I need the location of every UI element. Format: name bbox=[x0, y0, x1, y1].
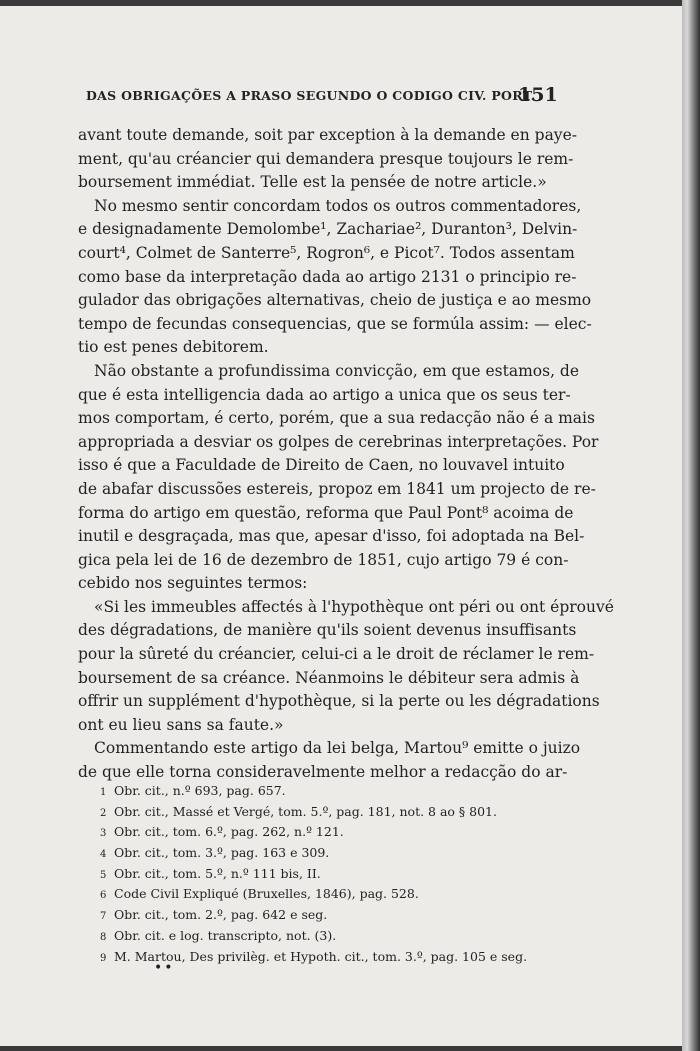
text-line: cebido nos seguintes termos: bbox=[78, 574, 308, 593]
text-line: ont eu lieu sans sa faute.» bbox=[78, 715, 284, 734]
footnote bbox=[100, 864, 550, 885]
footnote-text: Obr. cit., tom. 2.º, pag. 642 e seg. bbox=[114, 907, 328, 923]
footnote-text: Obr. cit., tom. 6.º, pag. 262, n.º 121. bbox=[114, 824, 344, 840]
text-line: No mesmo sentir concordam todos os outros commentadores, bbox=[94, 196, 582, 215]
text-line: mos comportam, é certo, porém, que a sua redacção não é a mais bbox=[78, 409, 595, 428]
footnote bbox=[100, 781, 550, 802]
text-line: gica pela lei de 16 de dezembro de 1851, cujo artigo 79 é con- bbox=[78, 550, 569, 569]
footnote-number: 1 bbox=[100, 787, 107, 798]
footnote-number: 7 bbox=[100, 911, 107, 923]
footnote-number: 2 bbox=[100, 807, 107, 819]
footnote-text: M. Martou, Des privilèg. et Hypoth. cit., tom. 3.º, pag. 105 e seg. bbox=[114, 948, 528, 964]
text-line: appropriada a desviar os golpes de cerebrinas interpretações. Por bbox=[78, 432, 599, 451]
footnote-text: Obr. cit. e log. transcripto, not. (3). bbox=[114, 927, 337, 943]
footnote-number: 6 bbox=[100, 890, 107, 902]
text-line: de abafar discussões estereis, propoz em 1841 um projecto de re- bbox=[78, 479, 596, 498]
text-line: «Si les immeubles affectés à l'hypothèque ont péri ou ont éprouvé bbox=[94, 597, 614, 616]
body-text bbox=[78, 124, 614, 785]
footnote-text: Obr. cit., tom. 5.º, n.º 111 bis, II. bbox=[114, 865, 321, 881]
text-line: avant toute demande, soit par exception à la demande en paye- bbox=[78, 126, 577, 144]
text-line: pour la sûreté du créancier, celui-ci a le droit de réclamer le rem- bbox=[78, 645, 595, 664]
text-line: gulador das obrigações alternativas, cheio de justiça e ao mesmo bbox=[78, 291, 592, 310]
footnote-number: 3 bbox=[100, 828, 107, 840]
footnote bbox=[100, 802, 550, 823]
text-line: isso é que a Faculdade de Direito de Caen, no louvavel intuito bbox=[78, 456, 565, 475]
text-line: tempo de fecundas consequencias, que se formúla assim: — elec- bbox=[78, 314, 592, 333]
text-line: court⁴, Colmet de Santerre⁵, Rogron⁶, e Picot⁷. Todos assentam bbox=[78, 243, 575, 262]
footnote-text: Code Civil Expliqué (Bruxelles, 1846), pag. 528. bbox=[114, 886, 419, 902]
footnote-number: 4 bbox=[100, 849, 107, 861]
footnote bbox=[100, 905, 550, 926]
text-line: offrir un supplément d'hypothèque, si la perte ou les dégradations bbox=[78, 692, 600, 711]
footnote-text: Obr. cit., tom. 3.º, pag. 163 e 309. bbox=[114, 845, 330, 861]
page-number: 151 bbox=[518, 84, 558, 106]
footnote bbox=[100, 884, 550, 905]
text-line: de que elle torna consideravelmente melhor a redacção do ar- bbox=[78, 763, 568, 782]
text-line: tio est penes debitorem. bbox=[78, 338, 269, 357]
text-line: ment, qu'au créancier qui demandera presque toujours le rem- bbox=[78, 149, 574, 168]
footnote bbox=[100, 822, 550, 843]
footnote-number: 5 bbox=[100, 869, 107, 881]
text-line: que é esta intelligencia dada ao artigo a unica que os seus ter- bbox=[78, 385, 571, 404]
text-line: boursement de sa créance. Néanmoins le débiteur sera admis à bbox=[78, 668, 580, 687]
footnote-number: 8 bbox=[100, 931, 107, 943]
footnote bbox=[100, 926, 550, 947]
text-line: inutil e desgraçada, mas que, apesar d'isso, foi adoptada na Bel- bbox=[78, 527, 585, 546]
footnote-number: 9 bbox=[100, 952, 107, 964]
text-line: e designadamente Demolombe¹, Zachariae², Duranton³, Delvin- bbox=[78, 220, 578, 239]
footnote-text: Obr. cit., Massé et Vergé, tom. 5.º, pag. 181, not. 8 ao § 801. bbox=[114, 803, 497, 819]
footnotes bbox=[100, 781, 550, 967]
text-line: des dégradations, de manière qu'ils soient devenus insuffisants bbox=[78, 621, 577, 640]
running-title: DAS OBRIGAÇÕES A PRASO SEGUNDO O CODIGO CIV. PORT. bbox=[86, 88, 536, 103]
text-line: como base da interpretação dada ao artigo 2131 o principio re- bbox=[78, 267, 577, 286]
signature-mark: •• bbox=[154, 960, 175, 976]
page-edge bbox=[682, 0, 700, 1051]
text-line: forma do artigo em questão, reforma que Paul Pont⁸ acoima de bbox=[78, 503, 574, 522]
text-line: Não obstante a profundissima convicção, em que estamos, de bbox=[94, 361, 580, 380]
footnote bbox=[100, 843, 550, 864]
footnote-text: Obr. cit., n.º 693, pag. 657. bbox=[114, 783, 286, 798]
text-line: boursement immédiat. Telle est la pensée de notre article.» bbox=[78, 173, 547, 192]
text-line: Commentando este artigo da lei belga, Martou⁹ emitte o juizo bbox=[94, 739, 581, 758]
